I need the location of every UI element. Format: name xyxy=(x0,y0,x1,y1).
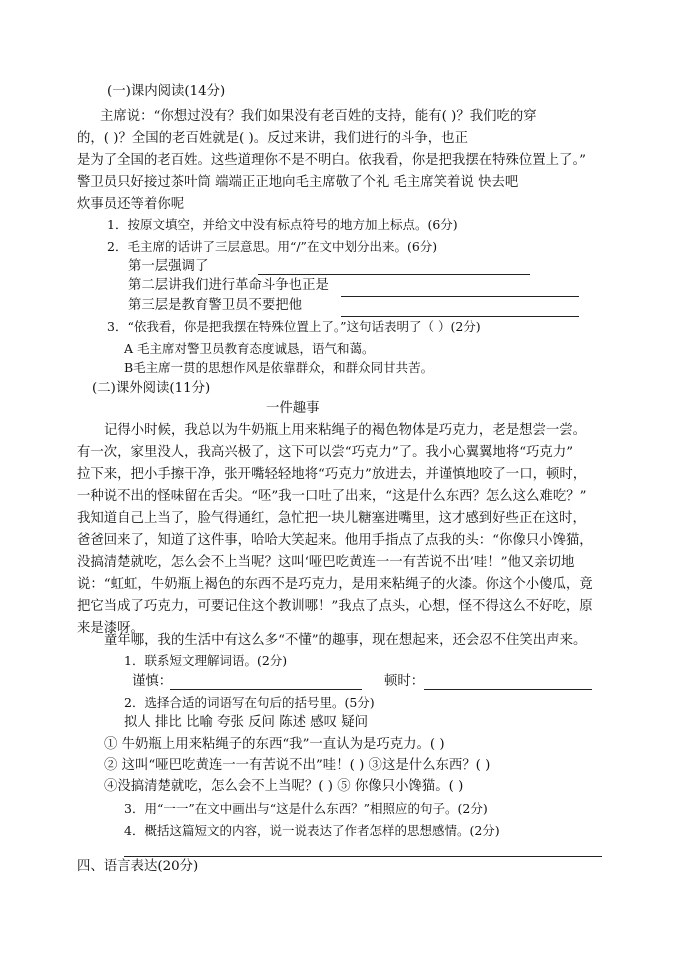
word-label: 谨慎： xyxy=(132,674,173,689)
question-4: 4．概括这篇短文的内容，说一说表达了作者怎样的思想感情。(2分) xyxy=(124,823,500,838)
passage-line: 记得小时候，我总以为牛奶瓶上用来粘绳子的褐色物体是巧克力，老是想尝一尝。 xyxy=(104,423,587,438)
passage-line: 没搞清楚就吃，怎么会不上当呢？这叫‘哑巴吃黄连一一有苦说不出’哇！”他又亲切地 xyxy=(77,555,575,570)
question-2: 2．毛主席的话讲了三层意思。用“/”在文中划分出来。(6分) xyxy=(107,239,438,254)
answer-blank[interactable] xyxy=(424,689,592,690)
passage-line: 主席说：“你想过没有？我们如果没有老百姓的支持，能有( )？我们吃的穿 xyxy=(100,109,537,124)
passage-line: 拉下来，把小手擦干净，张开嘴轻轻地将“巧克力”放进去，并谨慎地咬了一口，顿时， xyxy=(77,467,587,482)
question-1: 1．联系短文理解词语。(2分) xyxy=(124,653,288,668)
answer-blank[interactable] xyxy=(341,316,579,317)
passage-line: 炊事员还等着你呢 xyxy=(77,197,185,212)
answer-prompt: 第一层强调了 xyxy=(128,259,209,274)
word-label: 顿时： xyxy=(384,674,425,689)
section-four-heading: 四、语言表达(20分) xyxy=(77,859,199,874)
passage-line: 说：“虹虹，牛奶瓶上褐色的东西不是巧克力，是用来粘绳子的火漆。你这个小傻瓜，竟 xyxy=(77,577,593,592)
passage-line: 爸爸回来了，知道了这件事，哈哈大笑起来。他用手指点了点我的头：“你像只小馋猫， xyxy=(77,533,593,548)
question-1: 1．按原文填空，并给文中没有标点符号的地方加上标点。(6分) xyxy=(107,217,458,232)
section-b-heading: (二)课外阅读(11分) xyxy=(92,381,211,396)
answer-blank[interactable] xyxy=(258,274,530,275)
answer-prompt: 第二层讲我们进行革命斗争也正是 xyxy=(128,278,329,293)
answer-prompt: 第三层是教育警卫员不要把他 xyxy=(128,298,303,313)
option-b: B毛主席一贯的思想作风是依靠群众，和群众同甘共苦。 xyxy=(124,360,434,375)
story-title: 一件趣事 xyxy=(266,401,320,416)
answer-blank[interactable] xyxy=(124,856,602,857)
passage-line: 一种说不出的怪味留在舌尖。“呸”我一口吐了出来，“这是什么东西？怎么这么难吃？” xyxy=(77,489,587,504)
passage-line: 是为了全国的老百姓。这些道理你不是不明白。依我看，你是把我摆在特殊位置上了。” xyxy=(77,153,586,168)
passage-line: 有一次，家里没人，我高兴极了，这下可以尝“巧克力”了。我小心翼翼地将“巧克力” xyxy=(77,445,574,460)
option-a: A 毛主席对警卫员教育态度诚恳，语气和蔼。 xyxy=(124,341,375,356)
word-options: 拟人 排比 比喻 夸张 反问 陈述 感叹 疑问 xyxy=(124,715,369,730)
passage-line: 的，( )？全国的老百姓就是( )。反过来讲，我们进行的斗争，也正 xyxy=(77,131,468,146)
answer-blank[interactable] xyxy=(170,689,362,690)
passage-line: 来是漆呀。 xyxy=(77,621,144,636)
passage-line: 把它当成了巧克力，可要记住这个教训哪！”我点了点头，心想，怪不得这么不好吃，原 xyxy=(77,599,593,614)
item: ④没搞清楚就吃，怎么会不上当呢？( ) ⑤ 你像只小馋猫。( ) xyxy=(104,779,464,794)
item: ① 牛奶瓶上用来粘绳子的东西“我”一直认为是巧克力。( ) xyxy=(104,737,445,752)
question-2: 2．选择合适的词语写在句后的括号里。(5分) xyxy=(124,695,375,710)
passage-line: 童年哪，我的生活中有这么多“不懂”的趣事，现在想起来，还会忍不住笑出声来。 xyxy=(104,633,587,648)
passage-line: 我知道自己上当了，脸气得通红，急忙把一块儿糖塞进嘴里，这才感到好些正在这时， xyxy=(77,511,586,526)
question-3: 3．用“一一”在文中画出与“这是什么东西？”相照应的句子。(2分) xyxy=(124,801,488,816)
passage-line: 警卫员只好接过茶叶筒 端端正正地向毛主席敬了个礼 毛主席笑着说 快去吧 xyxy=(77,175,519,190)
item: ② 这叫“哑巴吃黄连一一有苦说不出”哇！( ) ③这是什么东西？( ) xyxy=(104,758,491,773)
answer-blank[interactable] xyxy=(341,296,579,297)
question-3: 3．“依我看，你是把我摆在特殊位置上了。”这句话表明了（ ）(2分) xyxy=(107,319,481,334)
section-a-heading: (一)课内阅读(14分) xyxy=(107,84,226,99)
